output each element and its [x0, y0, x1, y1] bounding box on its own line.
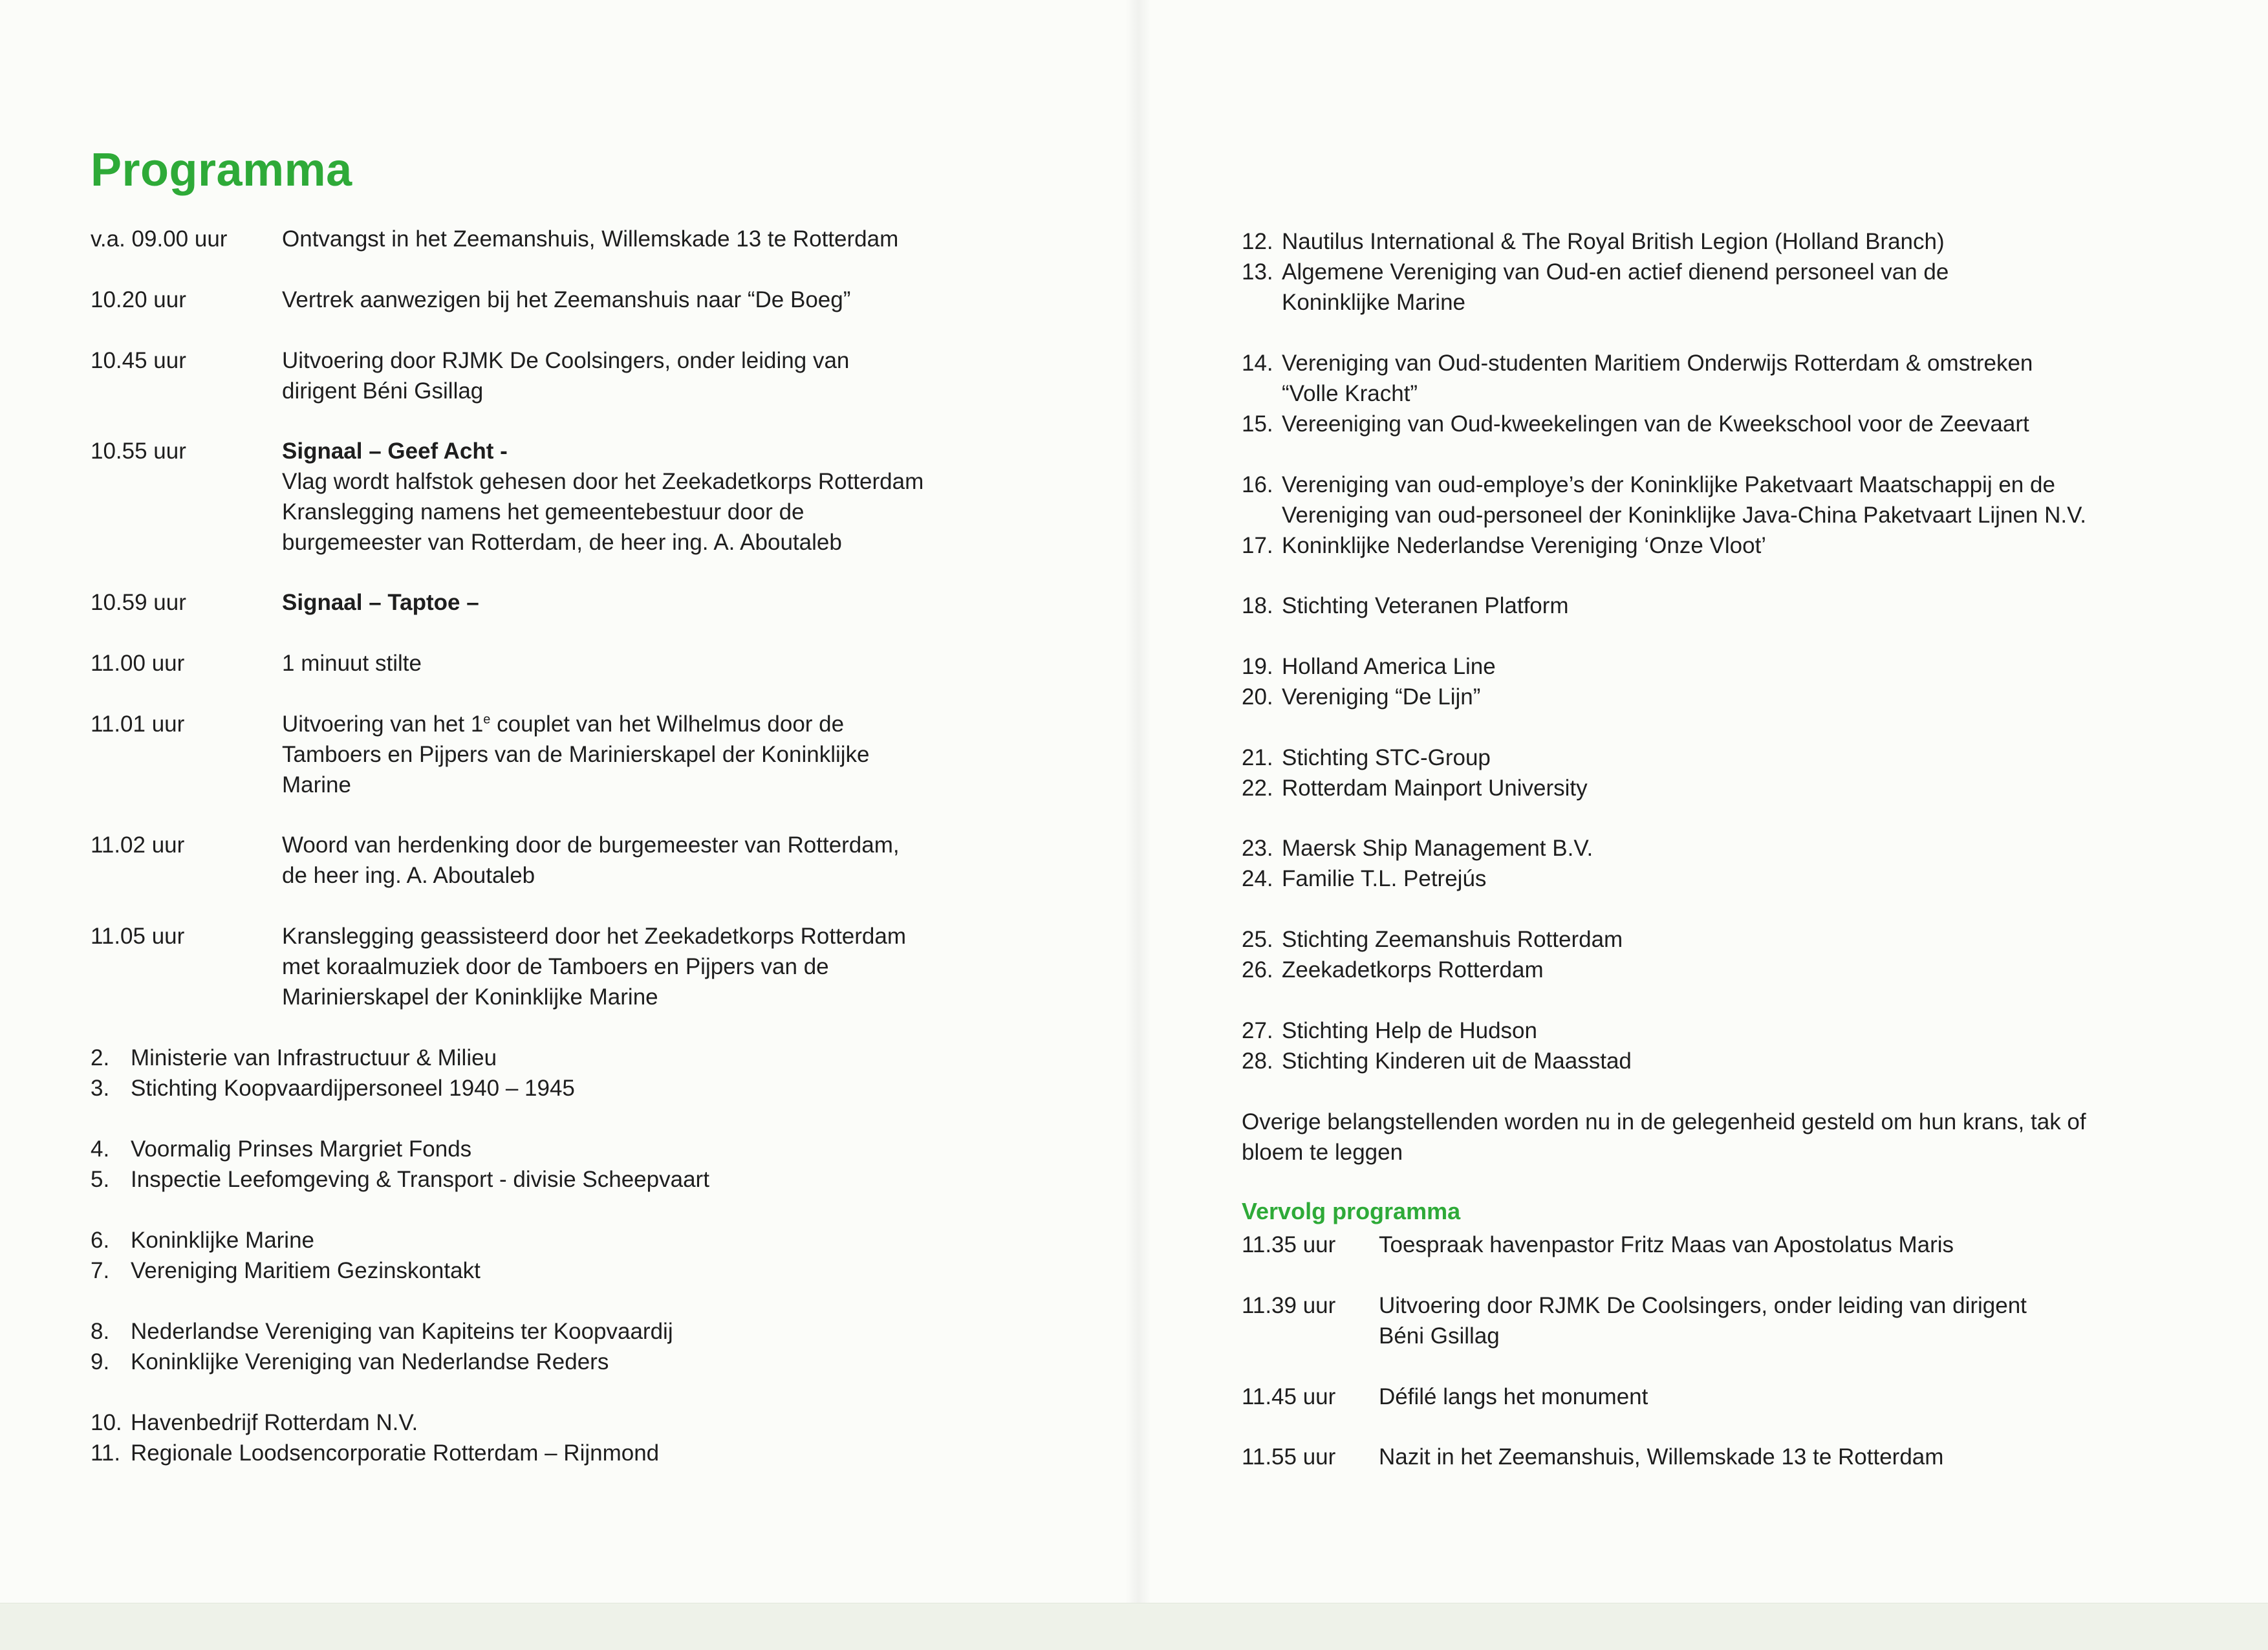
description-line: Vlag wordt halfstok gehesen door het Zeekadetkorps Rotterdam — [282, 469, 924, 494]
list-text: Voormalig Prinses Margriet Fonds — [131, 1136, 472, 1162]
description-line: Défilé langs het monument — [1379, 1384, 1648, 1409]
description-line — [282, 709, 1039, 739]
description-line: Toespraak havenpastor Fritz Maas van Apostolatus Maris — [1379, 1232, 1954, 1257]
list-number: 23. — [1242, 836, 1273, 861]
schedule-description — [282, 587, 1039, 618]
list-text: Stichting Kinderen uit de Maasstad — [1282, 1048, 1632, 1074]
list-number: 10. — [91, 1410, 122, 1435]
list-number: 5. — [91, 1167, 110, 1192]
list-item — [1242, 773, 1588, 803]
description-line: 1 minuut stilte — [282, 651, 422, 676]
description-line: Uitvoering door RJMK De Coolsingers, onder leiding van dirigent — [1379, 1293, 2027, 1318]
list-item — [1242, 257, 1949, 318]
schedule-time: 10.59 uur — [91, 590, 186, 615]
list-text: Regionale Loodsencorporatie Rotterdam – Rijnmond — [131, 1440, 660, 1466]
list-text: Inspectie Leefomgeving & Transport - divisie Scheepvaart — [131, 1167, 709, 1192]
schedule-time: 10.55 uur — [91, 439, 186, 464]
list-item — [91, 1438, 659, 1468]
list-number: 20. — [1242, 684, 1273, 710]
list-number: 3. — [91, 1076, 110, 1101]
schedule-time: 11.45 uur — [1242, 1384, 1336, 1409]
list-text: Stichting Veteranen Platform — [1282, 593, 1569, 618]
description-line: burgemeester van Rotterdam, de heer ing. A. Aboutaleb — [282, 530, 842, 555]
list-text: Vereniging van oud-employe’s der Koninklijke Paketvaart Maatschappij en de — [1282, 472, 2055, 497]
schedule-description — [1379, 1442, 2187, 1472]
description-line: met koraalmuziek door de Tamboers en Pijpers van de — [282, 954, 829, 979]
list-item — [91, 1225, 314, 1255]
list-text: Familie T.L. Petrejús — [1282, 866, 1487, 891]
list-number: 25. — [1242, 927, 1273, 952]
note-line: Overige belangstellenden worden nu in de gelegenheid gesteld om hun krans, tak of — [1242, 1109, 2086, 1134]
list-text-continued: Vereniging van oud-personeel der Koninklijke Java-China Paketvaart Lijnen N.V. — [1282, 503, 2086, 528]
list-text-continued: Koninklijke Marine — [1282, 290, 1466, 315]
schedule-time: 11.55 uur — [1242, 1444, 1336, 1470]
list-text: Vereeniging van Oud-kweekelingen van de Kweekschool voor de Zeevaart — [1282, 411, 2029, 437]
closing-note — [1242, 1107, 2179, 1167]
section-heading: Vervolg programma — [1242, 1198, 1461, 1224]
list-number: 13. — [1242, 259, 1273, 285]
description-text: couplet van het Wilhelmus door de — [490, 711, 845, 737]
list-item — [1242, 955, 1544, 985]
list-number: 14. — [1242, 351, 1273, 376]
list-number: 24. — [1242, 866, 1273, 891]
schedule-time: 11.35 uur — [1242, 1232, 1336, 1257]
schedule-description — [1379, 1230, 2187, 1260]
list-text: Rotterdam Mainport University — [1282, 776, 1588, 801]
description-line: Béni Gsillag — [1379, 1323, 1500, 1349]
list-number: 17. — [1242, 533, 1273, 558]
description-line: Marine — [282, 772, 351, 798]
schedule-description — [282, 648, 1039, 678]
schedule-description — [1379, 1382, 2187, 1412]
list-text: Zeekadetkorps Rotterdam — [1282, 957, 1544, 982]
list-text: Stichting Zeemanshuis Rotterdam — [1282, 927, 1623, 952]
list-text: Koninklijke Marine — [131, 1228, 315, 1253]
schedule-description — [282, 921, 1039, 1012]
note-line: bloem te leggen — [1242, 1140, 1403, 1165]
schedule-time: 11.01 uur — [91, 711, 185, 737]
description-line: Nazit in het Zeemanshuis, Willemskade 13 te Rotterdam — [1379, 1444, 1944, 1470]
list-item — [1242, 470, 2086, 530]
list-item — [1242, 1046, 1632, 1076]
list-item — [91, 1347, 609, 1377]
description-line: Tamboers en Pijpers van de Marinierskapel der Koninklijke — [282, 742, 870, 767]
list-text: Stichting Help de Hudson — [1282, 1018, 1537, 1043]
list-number: 12. — [1242, 229, 1273, 254]
list-number: 22. — [1242, 776, 1273, 801]
list-item — [1242, 1015, 1537, 1046]
list-number: 18. — [1242, 593, 1273, 618]
signal-heading: Signaal – Geef Acht - — [282, 439, 508, 464]
list-number: 2. — [91, 1045, 110, 1070]
description-line: Vertrek aanwezigen bij het Zeemanshuis naar “De Boeg” — [282, 287, 851, 312]
schedule-description — [282, 224, 1039, 254]
schedule-description — [1379, 1290, 2187, 1351]
list-text: Vereniging “De Lijn” — [1282, 684, 1481, 710]
schedule-time: 11.05 uur — [91, 924, 185, 949]
list-text: Vereniging Maritiem Gezinskontakt — [131, 1258, 481, 1283]
list-number: 8. — [91, 1319, 110, 1344]
list-number: 27. — [1242, 1018, 1273, 1043]
list-item — [1242, 226, 1945, 257]
list-item — [91, 1134, 471, 1164]
list-number: 26. — [1242, 957, 1273, 982]
list-text: Stichting STC-Group — [1282, 745, 1491, 770]
list-number: 4. — [91, 1136, 110, 1162]
list-item — [1242, 530, 1766, 561]
list-number: 28. — [1242, 1048, 1273, 1074]
description-line: Kranslegging namens het gemeentebestuur door de — [282, 499, 805, 525]
description-line: de heer ing. A. Aboutaleb — [282, 863, 535, 888]
list-item — [91, 1316, 673, 1347]
page-fold — [1125, 0, 1151, 1649]
list-number: 6. — [91, 1228, 110, 1253]
list-text: Stichting Koopvaardijpersoneel 1940 – 1945 — [131, 1076, 575, 1101]
list-text: Nautilus International & The Royal British Legion (Holland Branch) — [1282, 229, 1945, 254]
list-text: Algemene Vereniging van Oud-en actief dienend personeel van de — [1282, 259, 1949, 285]
description-line: Marinierskapel der Koninklijke Marine — [282, 984, 658, 1010]
list-item — [91, 1407, 418, 1438]
list-text: Koninklijke Nederlandse Vereniging ‘Onze Vloot’ — [1282, 533, 1767, 558]
schedule-time: 11.02 uur — [91, 832, 185, 858]
description-text: Uitvoering van het 1 — [282, 711, 484, 737]
schedule-description — [282, 285, 1039, 315]
list-number: 9. — [91, 1349, 110, 1374]
schedule-description — [282, 345, 1039, 406]
list-item — [1242, 863, 1486, 894]
description-line: Kranslegging geassisteerd door het Zeekadetkorps Rotterdam — [282, 924, 906, 949]
list-item — [1242, 743, 1491, 773]
schedule-description — [282, 709, 1039, 800]
list-item — [1242, 682, 1480, 712]
list-text: Vereniging van Oud-studenten Maritiem Onderwijs Rotterdam & omstreken — [1282, 351, 2033, 376]
list-item — [1242, 348, 2033, 409]
list-item — [1242, 409, 2029, 439]
list-text: Holland America Line — [1282, 654, 1496, 679]
list-text: Nederlandse Vereniging van Kapiteins ter Koopvaardij — [131, 1319, 673, 1344]
list-item — [91, 1073, 575, 1103]
list-number: 19. — [1242, 654, 1273, 679]
description-line: Woord van herdenking door de burgemeester van Rotterdam, — [282, 832, 900, 858]
list-number: 11. — [91, 1440, 121, 1466]
ordinal-superscript: e — [483, 712, 491, 727]
list-number: 16. — [1242, 472, 1273, 497]
schedule-time: 10.20 uur — [91, 287, 186, 312]
list-text-continued: “Volle Kracht” — [1282, 381, 1418, 406]
schedule-description — [282, 830, 1039, 891]
schedule-time: 10.45 uur — [91, 348, 186, 373]
list-item — [1242, 591, 1569, 621]
schedule-time: 11.39 uur — [1242, 1293, 1336, 1318]
list-item — [91, 1043, 497, 1073]
list-number: 15. — [1242, 411, 1273, 437]
description-line: Uitvoering door RJMK De Coolsingers, onder leiding van — [282, 348, 850, 373]
list-text: Koninklijke Vereniging van Nederlandse Reders — [131, 1349, 609, 1374]
list-item — [1242, 833, 1593, 863]
list-item — [91, 1255, 481, 1286]
schedule-description — [282, 436, 1039, 558]
bottom-edge — [0, 1603, 2268, 1650]
list-number: 7. — [91, 1258, 110, 1283]
schedule-time: 11.00 uur — [91, 651, 185, 676]
list-text: Maersk Ship Management B.V. — [1282, 836, 1593, 861]
list-item — [1242, 651, 1496, 682]
page-title: Programma — [91, 144, 352, 196]
schedule-time: v.a. 09.00 uur — [91, 226, 228, 252]
list-text: Havenbedrijf Rotterdam N.V. — [131, 1410, 418, 1435]
description-line: Ontvangst in het Zeemanshuis, Willemskade 13 te Rotterdam — [282, 226, 899, 252]
description-line: dirigent Béni Gsillag — [282, 378, 484, 404]
signal-heading: Signaal – Taptoe – — [282, 590, 479, 615]
list-item — [91, 1164, 709, 1195]
list-text: Ministerie van Infrastructuur & Milieu — [131, 1045, 497, 1070]
list-item — [1242, 924, 1623, 955]
list-number: 21. — [1242, 745, 1273, 770]
